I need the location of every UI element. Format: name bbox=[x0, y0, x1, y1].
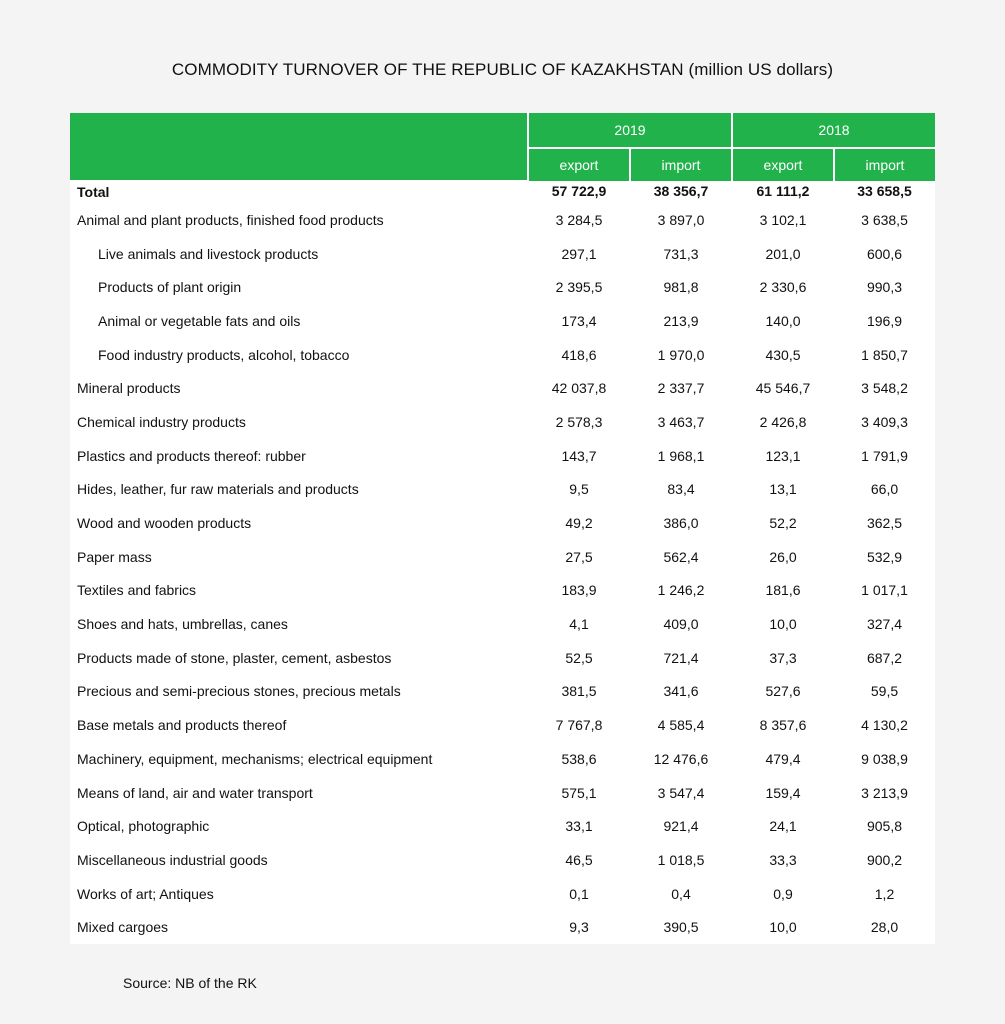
table-row bbox=[70, 270, 935, 304]
table-row bbox=[70, 641, 935, 675]
row-label: Hides, leather, fur raw materials and products bbox=[77, 481, 359, 498]
header-2018-import: import bbox=[834, 148, 935, 181]
cell-2018-export: 140,0 bbox=[765, 312, 801, 329]
cell-2019-export: 42 037,8 bbox=[551, 380, 607, 397]
cell-2019-import: 2 337,7 bbox=[657, 380, 705, 397]
header-year-2019: 2019 bbox=[528, 113, 732, 148]
row-label: Precious and semi-precious stones, precious metals bbox=[77, 683, 401, 700]
header-2019-import: import bbox=[630, 148, 732, 181]
cell-2019-import: 1 970,0 bbox=[657, 346, 705, 363]
cell-2018-import: 600,6 bbox=[866, 245, 903, 262]
cell-2019-import: 1 018,5 bbox=[657, 851, 705, 868]
cell-2019-import: 3 463,7 bbox=[657, 413, 705, 430]
cell-2018-export: 527,6 bbox=[765, 683, 801, 700]
cell-2019-import: 1 968,1 bbox=[657, 447, 705, 464]
cell-2018-import: 362,5 bbox=[866, 515, 903, 532]
cell-2019-import: 721,4 bbox=[663, 649, 699, 666]
cell-2019-import: 731,3 bbox=[663, 245, 699, 262]
row-label: Products of plant origin bbox=[98, 279, 242, 296]
cell-2019-export: 33,1 bbox=[565, 818, 593, 835]
header-2019-export: export bbox=[528, 148, 630, 181]
cell-2019-import: 921,4 bbox=[663, 818, 699, 835]
cell-2019-export: 4,1 bbox=[569, 616, 589, 633]
cell-2018-export: 159,4 bbox=[765, 784, 801, 801]
cell-2018-export: 13,1 bbox=[769, 481, 797, 498]
table-row bbox=[70, 540, 935, 574]
table-body bbox=[70, 181, 935, 944]
cell-2019-import: 1 246,2 bbox=[657, 582, 705, 599]
cell-2019-import: 409,0 bbox=[663, 616, 699, 633]
cell-2018-import: 3 213,9 bbox=[861, 784, 908, 801]
cell-2018-import: 33 658,5 bbox=[857, 183, 912, 199]
cell-2018-import: 196,9 bbox=[866, 312, 903, 329]
cell-2018-export: 201,0 bbox=[765, 245, 801, 262]
cell-2018-import: 1 017,1 bbox=[861, 582, 908, 599]
cell-2019-import: 213,9 bbox=[663, 312, 699, 329]
header-year-2018: 2018 bbox=[732, 113, 935, 148]
cell-2018-export: 61 111,2 bbox=[756, 183, 810, 199]
cell-2018-import: 687,2 bbox=[866, 649, 903, 666]
cell-2019-import: 38 356,7 bbox=[653, 183, 709, 199]
cell-2019-export: 0,1 bbox=[569, 885, 589, 902]
cell-2019-export: 173,4 bbox=[561, 312, 597, 329]
cell-2018-export: 33,3 bbox=[769, 851, 797, 868]
cell-2019-export: 143,7 bbox=[561, 447, 597, 464]
cell-2019-import: 341,6 bbox=[663, 683, 699, 700]
row-label: Animal and plant products, finished food products bbox=[77, 211, 384, 228]
table-row bbox=[70, 574, 935, 608]
table-row bbox=[70, 203, 935, 237]
cell-2019-import: 562,4 bbox=[663, 548, 699, 565]
cell-2018-import: 327,4 bbox=[866, 616, 903, 633]
cell-2019-export: 52,5 bbox=[565, 649, 593, 666]
cell-2019-export: 3 284,5 bbox=[555, 211, 603, 228]
row-label: Works of art; Antiques bbox=[77, 885, 214, 902]
row-label: Products made of stone, plaster, cement, asbestos bbox=[77, 649, 392, 666]
row-label: Miscellaneous industrial goods bbox=[77, 851, 268, 868]
cell-2018-export: 26,0 bbox=[769, 548, 797, 565]
row-label: Textiles and fabrics bbox=[77, 582, 197, 599]
cell-2018-import: 3 638,5 bbox=[861, 211, 908, 228]
cell-2018-import: 532,9 bbox=[866, 548, 903, 565]
table-row bbox=[70, 708, 935, 742]
cell-2018-export: 3 102,1 bbox=[759, 211, 807, 228]
cell-2019-export: 538,6 bbox=[561, 750, 597, 767]
row-label: Paper mass bbox=[77, 548, 152, 565]
table-row bbox=[70, 776, 935, 810]
cell-2019-import: 4 585,4 bbox=[657, 717, 705, 734]
cell-2019-export: 183,9 bbox=[561, 582, 597, 599]
cell-2019-export: 418,6 bbox=[561, 346, 597, 363]
commodity-turnover-table bbox=[70, 113, 935, 944]
table-row bbox=[70, 304, 935, 338]
row-label: Mineral products bbox=[77, 380, 181, 397]
table-row bbox=[70, 742, 935, 776]
table-row bbox=[70, 371, 935, 405]
table-row bbox=[70, 843, 935, 877]
table-row bbox=[70, 473, 935, 507]
cell-2019-export: 2 578,3 bbox=[555, 413, 603, 430]
row-label: Live animals and livestock products bbox=[98, 245, 319, 262]
table-header bbox=[70, 113, 935, 181]
cell-2019-import: 3 547,4 bbox=[657, 784, 705, 801]
cell-2018-import: 990,3 bbox=[866, 279, 903, 296]
row-label: Plastics and products thereof: rubber bbox=[77, 447, 306, 464]
cell-2018-export: 479,4 bbox=[765, 750, 801, 767]
cell-2018-import: 3 409,3 bbox=[861, 413, 908, 430]
cell-2019-export: 7 767,8 bbox=[555, 717, 603, 734]
cell-2018-import: 1 850,7 bbox=[861, 346, 908, 363]
cell-2018-import: 66,0 bbox=[870, 481, 899, 498]
cell-2018-import: 905,8 bbox=[866, 818, 903, 835]
cell-2019-export: 297,1 bbox=[561, 245, 597, 262]
cell-2019-export: 46,5 bbox=[565, 851, 593, 868]
cell-2019-import: 981,8 bbox=[663, 279, 699, 296]
cell-2018-export: 10,0 bbox=[769, 919, 797, 936]
cell-2019-export: 575,1 bbox=[561, 784, 597, 801]
table-row bbox=[70, 809, 935, 843]
table-row bbox=[70, 506, 935, 540]
cell-2019-import: 83,4 bbox=[667, 481, 695, 498]
table-row bbox=[70, 405, 935, 439]
cell-2018-export: 45 546,7 bbox=[755, 380, 811, 397]
row-label: Means of land, air and water transport bbox=[77, 784, 313, 801]
table-row bbox=[70, 910, 935, 944]
cell-2019-export: 49,2 bbox=[565, 515, 593, 532]
row-label: Machinery, equipment, mechanisms; electrical equipment bbox=[77, 750, 433, 767]
header-2018-export: export bbox=[732, 148, 834, 181]
table-row bbox=[70, 675, 935, 709]
row-label: Optical, photographic bbox=[77, 818, 210, 835]
cell-2018-export: 2 330,6 bbox=[759, 279, 807, 296]
cell-2019-import: 386,0 bbox=[663, 515, 699, 532]
cell-2018-import: 28,0 bbox=[870, 919, 899, 936]
cell-2018-import: 3 548,2 bbox=[861, 380, 908, 397]
cell-2019-export: 381,5 bbox=[561, 683, 597, 700]
row-label: Mixed cargoes bbox=[77, 919, 169, 936]
cell-2018-import: 4 130,2 bbox=[861, 717, 908, 734]
cell-2018-export: 181,6 bbox=[765, 582, 801, 599]
cell-2019-import: 0,4 bbox=[671, 885, 691, 902]
table-row bbox=[70, 439, 935, 473]
cell-2018-import: 1,2 bbox=[874, 885, 895, 902]
commodity-table-container bbox=[70, 113, 935, 944]
table-row bbox=[70, 237, 935, 271]
cell-2019-import: 3 897,0 bbox=[657, 211, 705, 228]
cell-2018-import: 9 038,9 bbox=[861, 750, 908, 767]
cell-2018-export: 8 357,6 bbox=[759, 717, 807, 734]
cell-2018-import: 1 791,9 bbox=[861, 447, 908, 464]
cell-2018-import: 59,5 bbox=[870, 683, 899, 700]
row-label: Shoes and hats, umbrellas, canes bbox=[77, 616, 288, 633]
cell-2019-export: 57 722,9 bbox=[551, 183, 607, 199]
cell-2019-export: 2 395,5 bbox=[555, 279, 603, 296]
page-title: COMMODITY TURNOVER OF THE REPUBLIC OF KAZAKHSTAN (million US dollars) bbox=[171, 60, 834, 79]
row-label: Food industry products, alcohol, tobacco bbox=[98, 346, 350, 363]
row-label: Animal or vegetable fats and oils bbox=[98, 312, 301, 329]
cell-2018-export: 37,3 bbox=[769, 649, 797, 666]
cell-2019-export: 9,5 bbox=[569, 481, 589, 498]
cell-2018-export: 2 426,8 bbox=[759, 413, 807, 430]
cell-2018-export: 10,0 bbox=[769, 616, 797, 633]
table-row bbox=[70, 338, 935, 372]
source-note: Source: NB of the RK bbox=[123, 975, 257, 991]
table-row bbox=[70, 877, 935, 911]
cell-2019-import: 390,5 bbox=[663, 919, 699, 936]
cell-2018-export: 123,1 bbox=[765, 447, 801, 464]
cell-2019-export: 27,5 bbox=[565, 548, 593, 565]
total-row bbox=[70, 181, 935, 203]
table-row bbox=[70, 607, 935, 641]
cell-2018-import: 900,2 bbox=[866, 851, 903, 868]
cell-2018-export: 24,1 bbox=[769, 818, 797, 835]
cell-2018-export: 0,9 bbox=[773, 885, 793, 902]
cell-2019-export: 9,3 bbox=[569, 919, 589, 936]
cell-2018-export: 430,5 bbox=[765, 346, 801, 363]
cell-2018-export: 52,2 bbox=[769, 515, 797, 532]
row-label: Wood and wooden products bbox=[77, 515, 252, 532]
cell-2019-import: 12 476,6 bbox=[653, 750, 709, 767]
row-label: Chemical industry products bbox=[77, 413, 246, 430]
row-label: Base metals and products thereof bbox=[77, 717, 287, 734]
row-label: Total bbox=[77, 184, 110, 200]
header-blank-cell bbox=[70, 113, 528, 181]
